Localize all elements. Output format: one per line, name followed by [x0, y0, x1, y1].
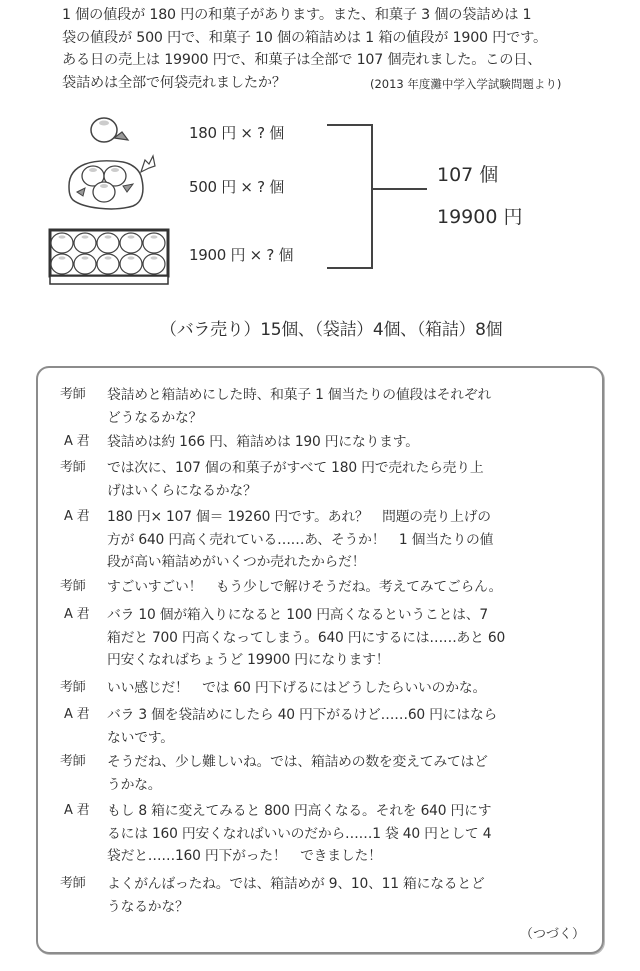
- speaker-label: A 君: [64, 607, 90, 622]
- equation-single: 180 円 × ? 個: [189, 124, 284, 142]
- bracket-bottom: [327, 267, 373, 269]
- utterance-line: バラ 10 個が箱入りになると 100 円高くなるということは、7: [107, 607, 488, 623]
- utterance-line: ないです。: [107, 729, 174, 746]
- problem-line: ある日の売上は 19900 円で、和菓子は全部で 107 個売れました。この日、: [62, 52, 542, 68]
- utterance-line: 方が 640 円高く売れている……あ、そうか！ 1 個当たりの値: [107, 531, 494, 548]
- utterance-line: いい感じだ！ では 60 円下げるにはどうしたらいいのかな。: [107, 680, 487, 696]
- utterance-line: 円安くなればちょうど 19900 円になります！: [107, 652, 390, 668]
- bracket-vertical: [371, 124, 373, 269]
- utterance-line: うかな。: [107, 776, 162, 793]
- utterance-line: うなるかな？: [107, 898, 189, 915]
- diagram: [0, 100, 640, 350]
- speaker-label: 考師: [60, 876, 86, 891]
- speaker-label: 考師: [60, 680, 86, 695]
- utterance-line: 180 円× 107 個＝ 19260 円です。あれ？ 問題の売り上げの: [107, 509, 491, 525]
- speaker-label: 考師: [60, 387, 86, 402]
- total-price: 19900 円: [437, 206, 523, 228]
- utterance-line: 袋詰めは約 166 円、箱詰めは 190 円になります。: [107, 434, 419, 450]
- utterance-line: げはいくらになるかな？: [107, 482, 257, 499]
- bagged-wagashi-icon: [63, 150, 159, 210]
- utterance-line: では次に、107 個の和菓子がすべて 180 円で売れたら売り上: [107, 460, 484, 476]
- utterance-line: 袋詰めと箱詰めにした時、和菓子 1 個当たりの値段はそれぞれ: [107, 387, 492, 403]
- speaker-label: 考師: [60, 754, 86, 769]
- utterance-line: そうだね、少し難しいね。では、箱詰めの数を変えてみてはど: [107, 754, 488, 770]
- answer: （バラ売り）15個、（袋詰）4個、（箱詰）8個: [160, 320, 503, 340]
- speaker-label: A 君: [64, 707, 90, 722]
- boxed-wagashi-icon: [48, 228, 172, 286]
- utterance-line: 段が高い箱詰めがいくつか売れたからだ！: [107, 554, 366, 570]
- utterance-line: バラ 3 個を袋詰めにしたら 40 円下がるけど……60 円にはなら: [107, 707, 498, 723]
- speaker-label: A 君: [64, 803, 90, 818]
- equation-bag: 500 円 × ? 個: [189, 178, 284, 196]
- utterance-line: るには 160 円安くなればいいのだから……1 袋 40 円として 4: [107, 825, 492, 842]
- problem-line: 袋詰めは全部で何袋売れましたか？: [62, 74, 286, 91]
- equation-box: 1900 円 × ? 個: [189, 246, 294, 264]
- utterance-line: 箱だと 700 円高くなってしまう。640 円にするには……あと 60: [107, 629, 506, 646]
- total-count: 107 個: [437, 164, 499, 186]
- utterance-line: よくがんばったね。では、箱詰めが 9、10、11 箱になるとど: [107, 876, 485, 892]
- utterance-line: もし 8 箱に変えてみると 800 円高くなる。それを 640 円にす: [107, 803, 492, 819]
- bracket-stub: [371, 188, 427, 190]
- problem-line: 袋の値段が 500 円で、和菓子 10 個の箱詰めは 1 箱の値段が 1900 円です。: [62, 29, 548, 46]
- utterance-line: すごいすごい！ もう少しで解けそうだね。考えてみてごらん。: [107, 579, 503, 595]
- utterance-line: どうなるかな？: [107, 409, 203, 426]
- single-wagashi-icon: [88, 114, 138, 146]
- bracket-top: [327, 124, 373, 126]
- speaker-label: 考師: [60, 579, 86, 594]
- utterance-line: 袋だと……160 円下がった！ できました！: [107, 848, 382, 864]
- speaker-label: A 君: [64, 509, 90, 524]
- problem-source: (2013 年度灘中学入学試験問題より): [370, 77, 562, 91]
- continued-label: （つづく）: [520, 927, 586, 942]
- speaker-label: 考師: [60, 460, 86, 475]
- speaker-label: A 君: [64, 434, 90, 449]
- problem-line: 1 個の値段が 180 円の和菓子があります。また、和菓子 3 個の袋詰めは 1: [62, 7, 532, 23]
